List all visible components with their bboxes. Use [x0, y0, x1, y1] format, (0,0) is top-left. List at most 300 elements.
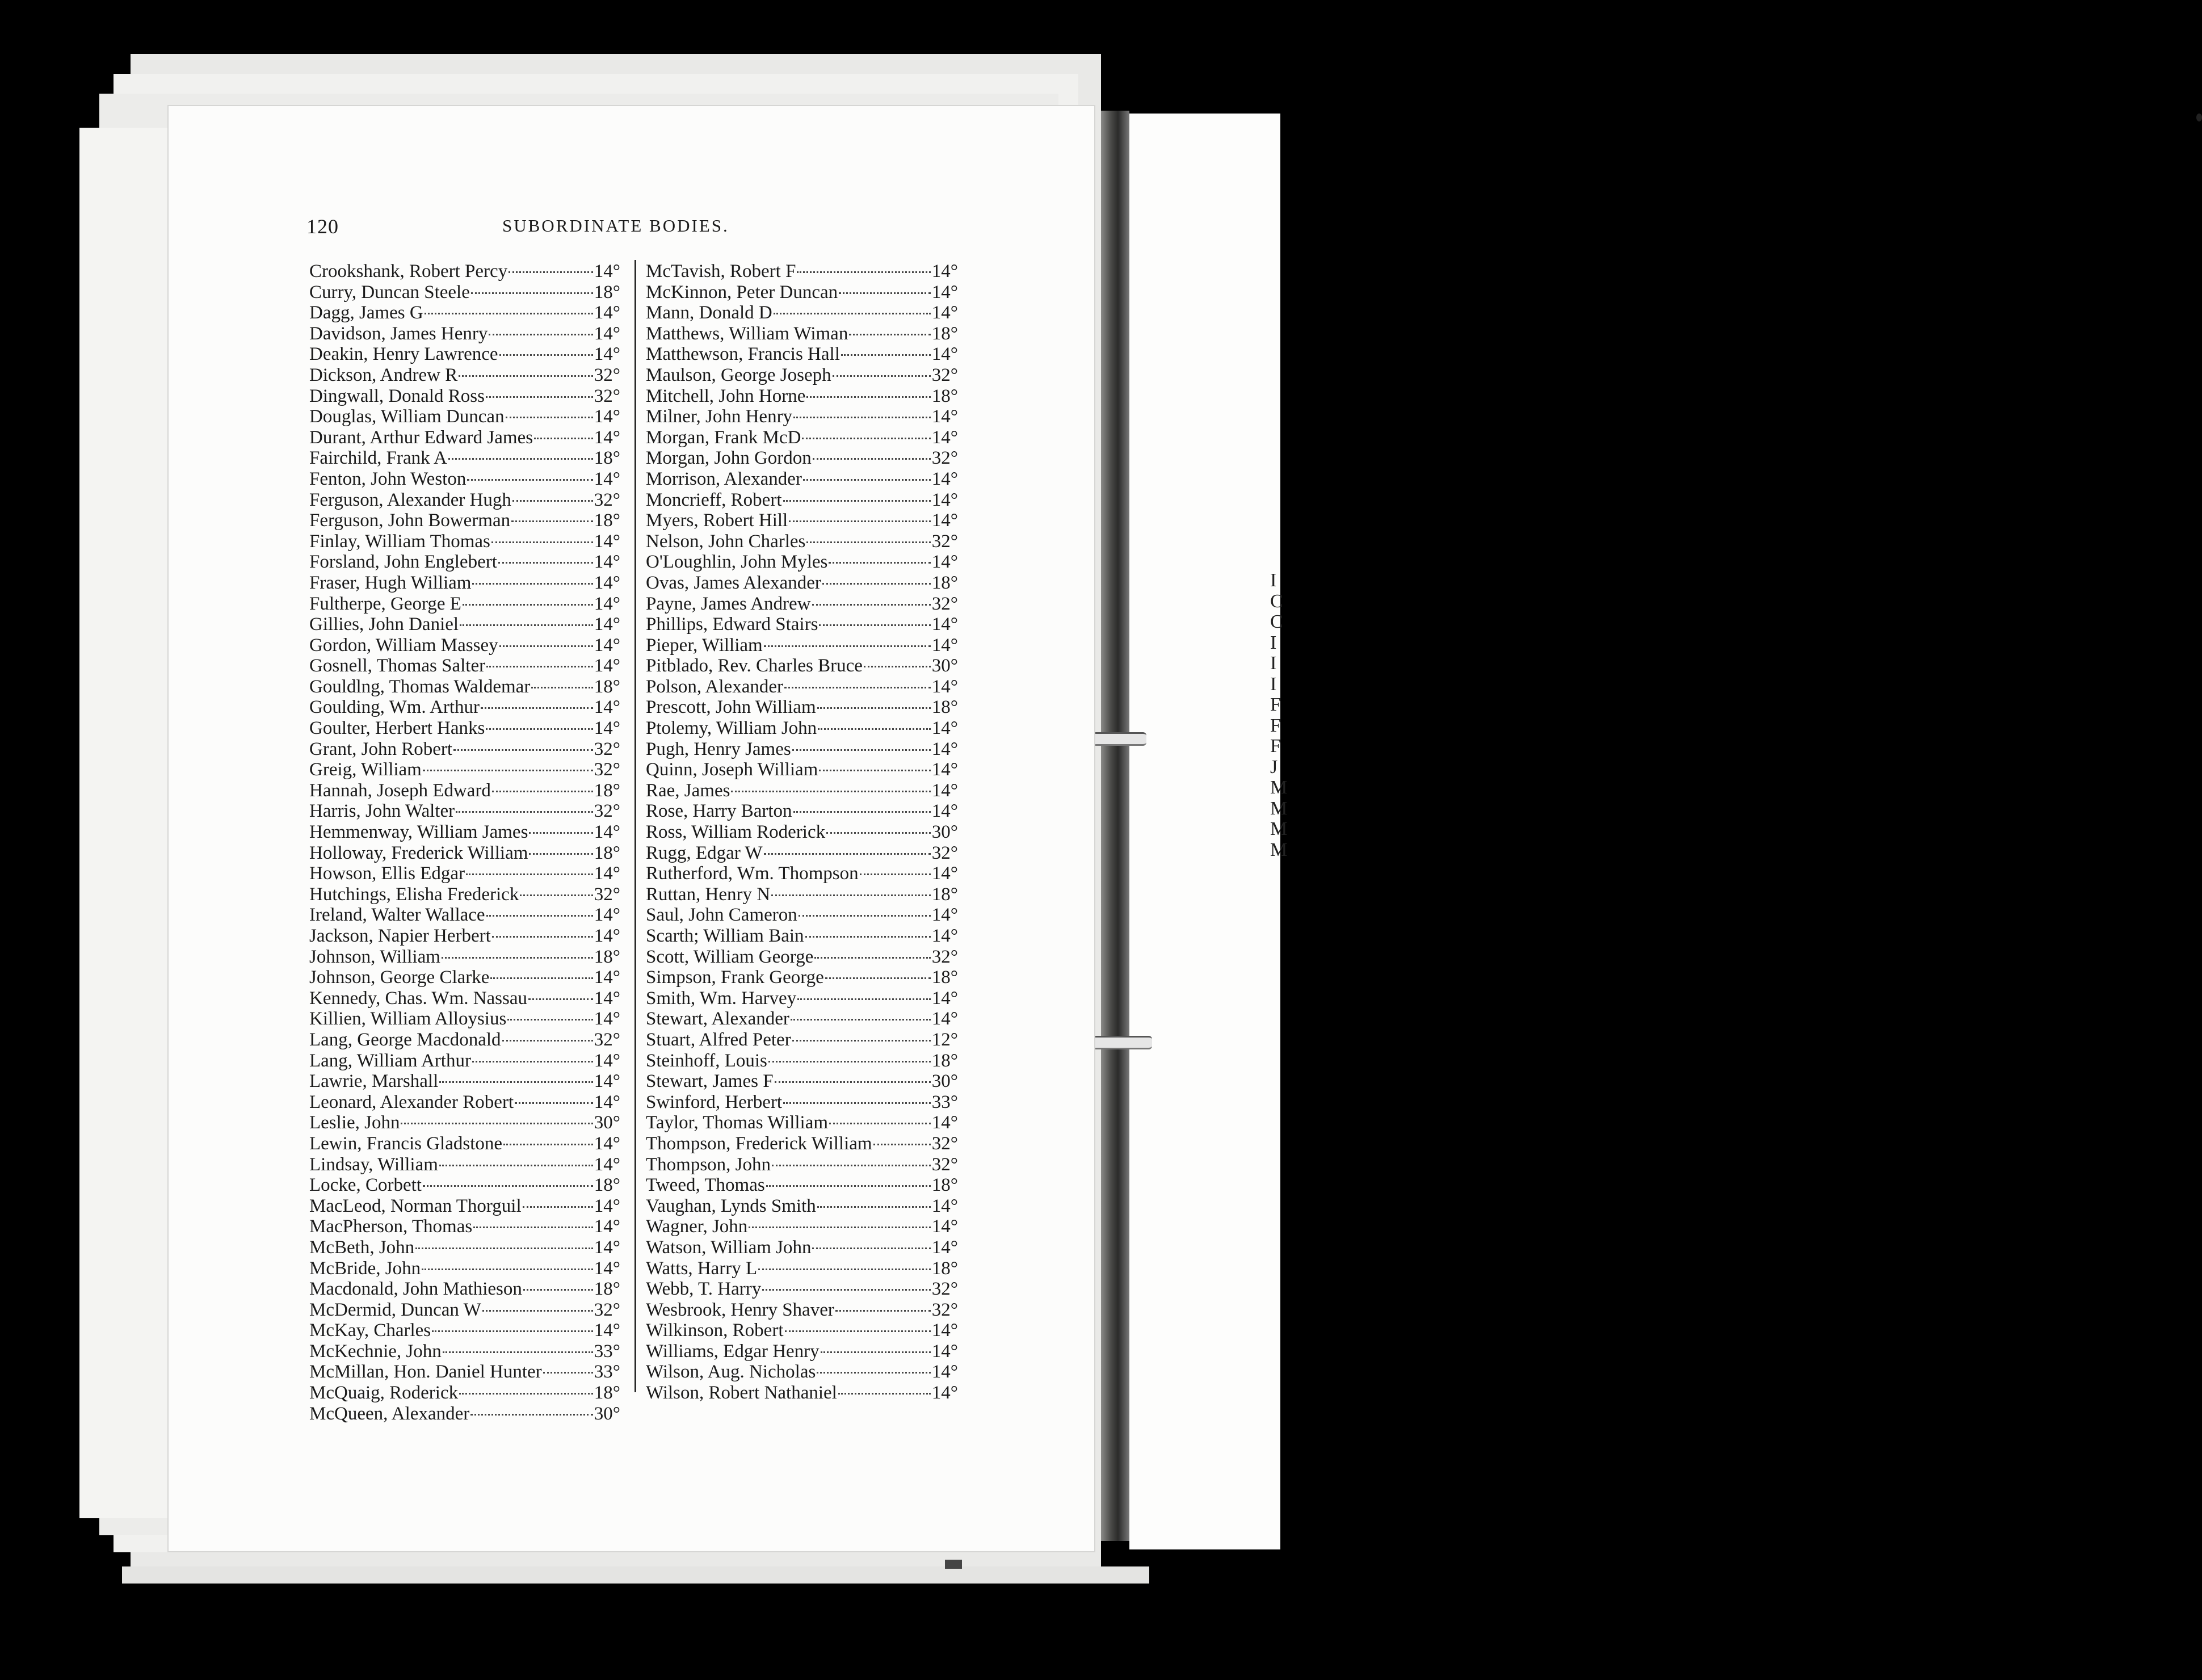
list-item: [309, 1112, 620, 1133]
dot-leader: [529, 853, 592, 855]
member-degree: 14°: [931, 261, 958, 282]
dot-leader: [783, 500, 931, 502]
member-degree: 32°: [931, 1299, 958, 1320]
dot-leader: [471, 292, 593, 294]
dot-leader: [819, 770, 930, 771]
member-name: Milner, John Henry: [646, 406, 793, 427]
member-name: Matthews, William Wiman: [646, 323, 848, 344]
member-degree: 14°: [931, 427, 958, 448]
member-name: Leonard, Alexander Robert: [309, 1091, 514, 1112]
member-degree: 14°: [594, 967, 620, 988]
member-degree: 32°: [931, 364, 958, 385]
dot-leader: [821, 1351, 931, 1353]
dot-leader: [812, 1248, 930, 1249]
member-degree: 32°: [931, 1279, 958, 1300]
facing-page-letter: M: [1270, 839, 1288, 860]
dot-leader: [819, 624, 930, 626]
member-name: Lindsay, William: [309, 1154, 438, 1175]
member-degree: 14°: [594, 697, 620, 718]
dot-leader: [531, 687, 592, 688]
list-item: [309, 1362, 620, 1383]
list-item: [646, 739, 958, 760]
member-name: Finlay, William Thomas: [309, 531, 490, 552]
member-name: Douglas, William Duncan: [309, 406, 505, 427]
member-degree: 33°: [931, 1091, 958, 1112]
member-degree: 14°: [931, 863, 958, 884]
member-name: Fraser, Hugh William: [309, 572, 472, 593]
member-degree: 14°: [594, 261, 620, 282]
member-name: Webb, T. Harry: [646, 1279, 762, 1300]
dot-leader: [448, 458, 593, 460]
member-name: Phillips, Edward Stairs: [646, 614, 818, 635]
list-item: [309, 1154, 620, 1175]
scan-mark: [945, 1560, 962, 1569]
member-name: Morgan, John Gordon: [646, 448, 812, 469]
member-name: Ruttan, Henry N: [646, 884, 771, 905]
list-item: [646, 635, 958, 656]
dot-leader: [829, 1123, 931, 1124]
dot-leader: [499, 354, 593, 356]
dot-leader: [835, 1310, 931, 1312]
dot-leader: [818, 728, 931, 730]
dot-leader: [825, 977, 931, 979]
member-degree: 32°: [594, 801, 620, 822]
member-name: Gordon, William Massey: [309, 635, 498, 656]
list-item: [309, 988, 620, 1009]
member-name: Payne, James Andrew: [646, 593, 811, 614]
member-degree: 14°: [594, 1009, 620, 1030]
member-degree: 33°: [594, 1341, 620, 1362]
member-degree: 14°: [594, 344, 620, 365]
member-name: Watson, William John: [646, 1237, 812, 1258]
member-name: Maulson, George Joseph: [646, 364, 831, 385]
dot-leader: [502, 1040, 593, 1041]
dot-leader: [486, 666, 593, 667]
member-degree: 18°: [931, 697, 958, 718]
list-item: [646, 1030, 958, 1051]
list-item: [309, 1133, 620, 1154]
list-item: [646, 614, 958, 635]
member-degree: 14°: [931, 282, 958, 303]
member-name: Morgan, Frank McD: [646, 427, 801, 448]
list-item: [309, 1300, 620, 1321]
list-item: [309, 303, 620, 324]
dot-leader: [805, 936, 931, 938]
list-item: [646, 1196, 958, 1217]
member-degree: 18°: [931, 323, 958, 344]
member-degree: 14°: [594, 1154, 620, 1175]
member-name: Quinn, Joseph William: [646, 759, 818, 780]
dot-leader: [784, 687, 931, 688]
member-name: Macdonald, John Mathieson: [309, 1279, 522, 1300]
member-name: Scarth; William Bain: [646, 926, 804, 946]
list-item: [309, 510, 620, 531]
dot-leader: [764, 853, 931, 855]
list-item: [646, 406, 958, 427]
member-name: Stuart, Alfred Peter: [646, 1029, 791, 1050]
member-name: Williams, Edgar Henry: [646, 1341, 820, 1362]
member-degree: 14°: [931, 1362, 958, 1383]
member-name: Gouldlng, Thomas Waldemar: [309, 676, 531, 697]
list-item: [646, 677, 958, 698]
member-degree: 14°: [931, 738, 958, 759]
member-degree: 18°: [594, 510, 620, 531]
dot-leader: [492, 936, 593, 938]
list-item: [309, 947, 620, 968]
member-degree: 18°: [931, 967, 958, 988]
list-item: [309, 697, 620, 718]
member-degree: 14°: [594, 572, 620, 593]
member-degree: 32°: [594, 738, 620, 759]
member-name: Ovas, James Alexander: [646, 572, 821, 593]
dot-leader: [814, 957, 930, 959]
member-degree: 18°: [594, 282, 620, 303]
dot-leader: [860, 873, 931, 875]
member-degree: 14°: [594, 1320, 620, 1341]
dot-leader: [797, 998, 931, 1000]
list-item: [646, 759, 958, 780]
dot-leader: [833, 375, 931, 377]
dot-leader: [812, 604, 931, 606]
member-name: Moncrieff, Robert: [646, 489, 782, 510]
member-name: McMillan, Hon. Daniel Hunter: [309, 1362, 542, 1383]
list-item: [309, 531, 620, 552]
dot-leader: [534, 438, 593, 439]
member-name: Rutherford, Wm. Thompson: [646, 863, 859, 884]
member-degree: 18°: [594, 1279, 620, 1300]
member-name: Matthewson, Francis Hall: [646, 344, 840, 365]
facing-page-letter: I: [1270, 653, 1277, 674]
member-name: Stewart, James F: [646, 1071, 774, 1092]
member-degree: 14°: [594, 552, 620, 573]
list-item: [309, 739, 620, 760]
member-name: Rae, James: [646, 780, 730, 801]
dot-leader: [817, 707, 931, 709]
list-item: [309, 365, 620, 386]
member-degree: 14°: [931, 905, 958, 926]
member-name: Nelson, John Charles: [646, 531, 806, 552]
list-item: [309, 759, 620, 780]
member-name: McKechnie, John: [309, 1341, 442, 1362]
list-item: [309, 822, 620, 843]
dot-leader: [486, 728, 592, 730]
member-name: Lang, William Arthur: [309, 1050, 471, 1071]
list-item: [309, 780, 620, 801]
member-name: McQuaig, Roderick: [309, 1383, 459, 1404]
dot-leader: [423, 770, 593, 771]
member-name: Leslie, John: [309, 1112, 400, 1133]
member-name: Wilkinson, Robert: [646, 1320, 784, 1341]
dot-leader: [482, 1310, 593, 1312]
list-item: [646, 884, 958, 905]
dot-leader: [806, 541, 930, 543]
member-degree: 18°: [931, 1050, 958, 1071]
member-degree: 14°: [931, 1237, 958, 1258]
list-item: [309, 1092, 620, 1113]
member-degree: 30°: [931, 822, 958, 843]
list-item: [309, 282, 620, 303]
member-name: Lawrie, Marshall: [309, 1071, 439, 1092]
member-name: Thompson, Frederick William: [646, 1133, 872, 1154]
list-item: [309, 427, 620, 448]
member-name: Curry, Duncan Steele: [309, 282, 470, 303]
member-name: McKay, Charles: [309, 1320, 431, 1341]
facing-page-letter: F: [1270, 694, 1281, 715]
dot-leader: [758, 1269, 931, 1270]
dot-leader: [826, 832, 931, 834]
member-name: Fairchild, Frank A: [309, 448, 447, 469]
dot-leader: [443, 1351, 593, 1353]
running-head: SUBORDINATE BODIES.: [502, 216, 729, 236]
dot-leader: [515, 1102, 593, 1104]
dot-leader: [520, 894, 592, 896]
member-name: O'Loughlin, John Myles: [646, 552, 828, 573]
member-name: Wagner, John: [646, 1216, 748, 1237]
member-degree: 14°: [931, 676, 958, 697]
member-name: Taylor, Thomas William: [646, 1112, 829, 1133]
list-item: [646, 510, 958, 531]
member-degree: 32°: [931, 593, 958, 614]
list-item: [309, 801, 620, 822]
page-bottom-strip: [122, 1566, 1149, 1584]
dot-leader: [503, 1144, 593, 1145]
member-name: McDermid, Duncan W: [309, 1299, 481, 1320]
list-item: [646, 490, 958, 511]
member-name: McTavish, Robert F: [646, 261, 796, 282]
dot-leader: [467, 479, 592, 481]
member-degree: 14°: [594, 531, 620, 552]
list-item: [646, 469, 958, 490]
dot-leader: [460, 624, 593, 626]
member-degree: 14°: [931, 988, 958, 1009]
member-degree: 30°: [931, 656, 958, 677]
member-degree: 14°: [931, 303, 958, 324]
dot-leader: [432, 1330, 593, 1332]
member-degree: 14°: [931, 801, 958, 822]
dot-leader: [422, 1269, 593, 1270]
member-name: Gosnell, Thomas Salter: [309, 656, 486, 677]
list-item: [309, 1383, 620, 1404]
list-item: [646, 988, 958, 1009]
list-item: [309, 1175, 620, 1196]
list-item: [309, 261, 620, 282]
member-degree: 18°: [594, 780, 620, 801]
member-degree: 14°: [931, 468, 958, 489]
member-name: Hemmenway, William James: [309, 822, 528, 843]
list-item: [646, 365, 958, 386]
member-degree: 32°: [931, 1154, 958, 1175]
member-degree: 14°: [931, 406, 958, 427]
member-name: McKinnon, Peter Duncan: [646, 282, 838, 303]
list-item: [646, 1175, 958, 1196]
dot-leader: [466, 873, 593, 875]
dot-leader: [864, 666, 931, 667]
list-item: [309, 1404, 620, 1425]
member-degree: 30°: [931, 1071, 958, 1092]
dot-leader: [439, 1081, 593, 1083]
member-degree: 32°: [594, 1029, 620, 1050]
facing-page-letter: I: [1270, 632, 1277, 653]
dot-leader: [439, 1165, 593, 1166]
member-name: Goulding, Wm. Arthur: [309, 697, 480, 718]
member-degree: 14°: [594, 926, 620, 946]
list-item: [309, 614, 620, 635]
member-name: Pugh, Henry James: [646, 738, 791, 759]
member-degree: 14°: [594, 863, 620, 884]
member-name: Pieper, William: [646, 635, 763, 656]
list-item: [309, 1279, 620, 1300]
list-item: [646, 822, 958, 843]
dot-leader: [442, 957, 593, 959]
dot-leader: [486, 915, 593, 917]
member-degree: 14°: [594, 323, 620, 344]
member-degree: 14°: [594, 988, 620, 1009]
dot-leader: [762, 1289, 931, 1291]
list-item: [309, 1258, 620, 1279]
member-degree: 14°: [931, 635, 958, 656]
member-degree: 14°: [931, 926, 958, 946]
list-item: [646, 905, 958, 926]
member-name: Lewin, Francis Gladstone: [309, 1133, 503, 1154]
member-degree: 32°: [594, 759, 620, 780]
member-degree: 14°: [931, 1341, 958, 1362]
facing-page-letters: [1270, 570, 1288, 860]
list-item: [309, 469, 620, 490]
dot-leader: [492, 791, 593, 792]
list-item: [309, 1216, 620, 1237]
member-degree: 18°: [931, 385, 958, 406]
dot-leader: [803, 479, 931, 481]
list-item: [309, 552, 620, 573]
member-degree: 18°: [931, 1175, 958, 1196]
member-degree: 14°: [931, 1320, 958, 1341]
dot-leader: [775, 1081, 931, 1083]
facing-page-letter: I: [1270, 570, 1277, 591]
list-item: [309, 926, 620, 947]
dot-leader: [459, 1393, 593, 1395]
member-degree: 18°: [594, 946, 620, 967]
list-item: [646, 1341, 958, 1362]
member-name: Jackson, Napier Herbert: [309, 926, 491, 946]
member-name: Rose, Harry Barton: [646, 801, 792, 822]
member-degree: 32°: [594, 884, 620, 905]
dot-leader: [766, 1185, 931, 1187]
member-name: MacLeod, Norman Thorguil: [309, 1195, 522, 1216]
member-degree: 14°: [931, 489, 958, 510]
list-item: [309, 718, 620, 739]
member-degree: 14°: [931, 344, 958, 365]
member-name: Dagg, James G: [309, 303, 423, 324]
list-item: [309, 1009, 620, 1030]
member-degree: 14°: [594, 635, 620, 656]
list-item: [309, 1071, 620, 1092]
list-item: [646, 1362, 958, 1383]
page-number: 120: [306, 215, 339, 238]
member-degree: 14°: [594, 1237, 620, 1258]
facing-page-letter: C: [1270, 590, 1283, 612]
list-item: [646, 1320, 958, 1341]
dot-leader: [792, 749, 931, 751]
dot-leader: [873, 1144, 931, 1145]
member-degree: 32°: [931, 448, 958, 469]
member-name: Greig, William: [309, 759, 422, 780]
list-item: [309, 863, 620, 884]
dot-leader: [789, 520, 931, 522]
member-name: Simpson, Frank George: [646, 967, 824, 988]
member-degree: 14°: [594, 718, 620, 739]
list-item: [646, 863, 958, 884]
dot-leader: [731, 791, 930, 792]
member-name: Johnson, George Clarke: [309, 967, 490, 988]
member-degree: 14°: [594, 468, 620, 489]
member-name: Dingwall, Donald Ross: [309, 385, 485, 406]
dot-leader: [785, 1330, 931, 1332]
member-name: Ireland, Walter Wallace: [309, 905, 485, 926]
member-name: Stewart, Alexander: [646, 1009, 789, 1030]
member-degree: 18°: [594, 448, 620, 469]
list-item: [646, 1154, 958, 1175]
member-name: Scott, William George: [646, 946, 814, 967]
dot-leader: [512, 500, 593, 502]
list-item: [646, 282, 958, 303]
member-name: Kennedy, Chas. Wm. Nassau: [309, 988, 528, 1009]
list-item: [309, 967, 620, 988]
list-item: [646, 427, 958, 448]
member-degree: 14°: [594, 303, 620, 324]
member-degree: 14°: [594, 593, 620, 614]
member-name: Johnson, William: [309, 946, 440, 967]
member-name: Holloway, Frederick William: [309, 842, 528, 863]
member-name: McBeth, John: [309, 1237, 415, 1258]
dot-leader: [453, 749, 593, 751]
member-name: Ptolemy, William John: [646, 718, 817, 739]
dot-leader: [774, 313, 931, 314]
member-name: Saul, John Cameron: [646, 905, 797, 926]
member-name: Mitchell, John Horne: [646, 385, 806, 406]
dot-leader: [456, 811, 593, 813]
member-degree: 30°: [594, 1403, 620, 1424]
member-degree: 14°: [931, 1112, 958, 1133]
member-degree: 32°: [931, 946, 958, 967]
member-degree: 14°: [594, 822, 620, 843]
list-item: [646, 552, 958, 573]
list-item: [646, 1300, 958, 1321]
dot-leader: [822, 583, 931, 585]
facing-page: [1129, 114, 1288, 1549]
list-item: [646, 843, 958, 864]
member-name: Morrison, Alexander: [646, 468, 802, 489]
dot-leader: [473, 1227, 593, 1228]
member-name: Pitblado, Rev. Charles Bruce: [646, 656, 863, 677]
member-name: Thompson, John: [646, 1154, 771, 1175]
dot-leader: [771, 894, 931, 896]
member-name: Killien, William Alloysius: [309, 1009, 507, 1030]
list-item: [646, 386, 958, 407]
member-degree: 14°: [594, 614, 620, 635]
member-name: Durant, Arthur Edward James: [309, 427, 533, 448]
member-degree: 14°: [594, 1050, 620, 1071]
list-item: [646, 1071, 958, 1092]
dot-leader: [415, 1248, 593, 1249]
list-item: [309, 344, 620, 365]
facing-page-letter: M: [1270, 818, 1288, 839]
member-degree: 14°: [931, 614, 958, 635]
list-item: [646, 261, 958, 282]
list-item: [646, 801, 958, 822]
list-item: [646, 1237, 958, 1258]
list-item: [646, 531, 958, 552]
dot-leader: [523, 1289, 593, 1291]
